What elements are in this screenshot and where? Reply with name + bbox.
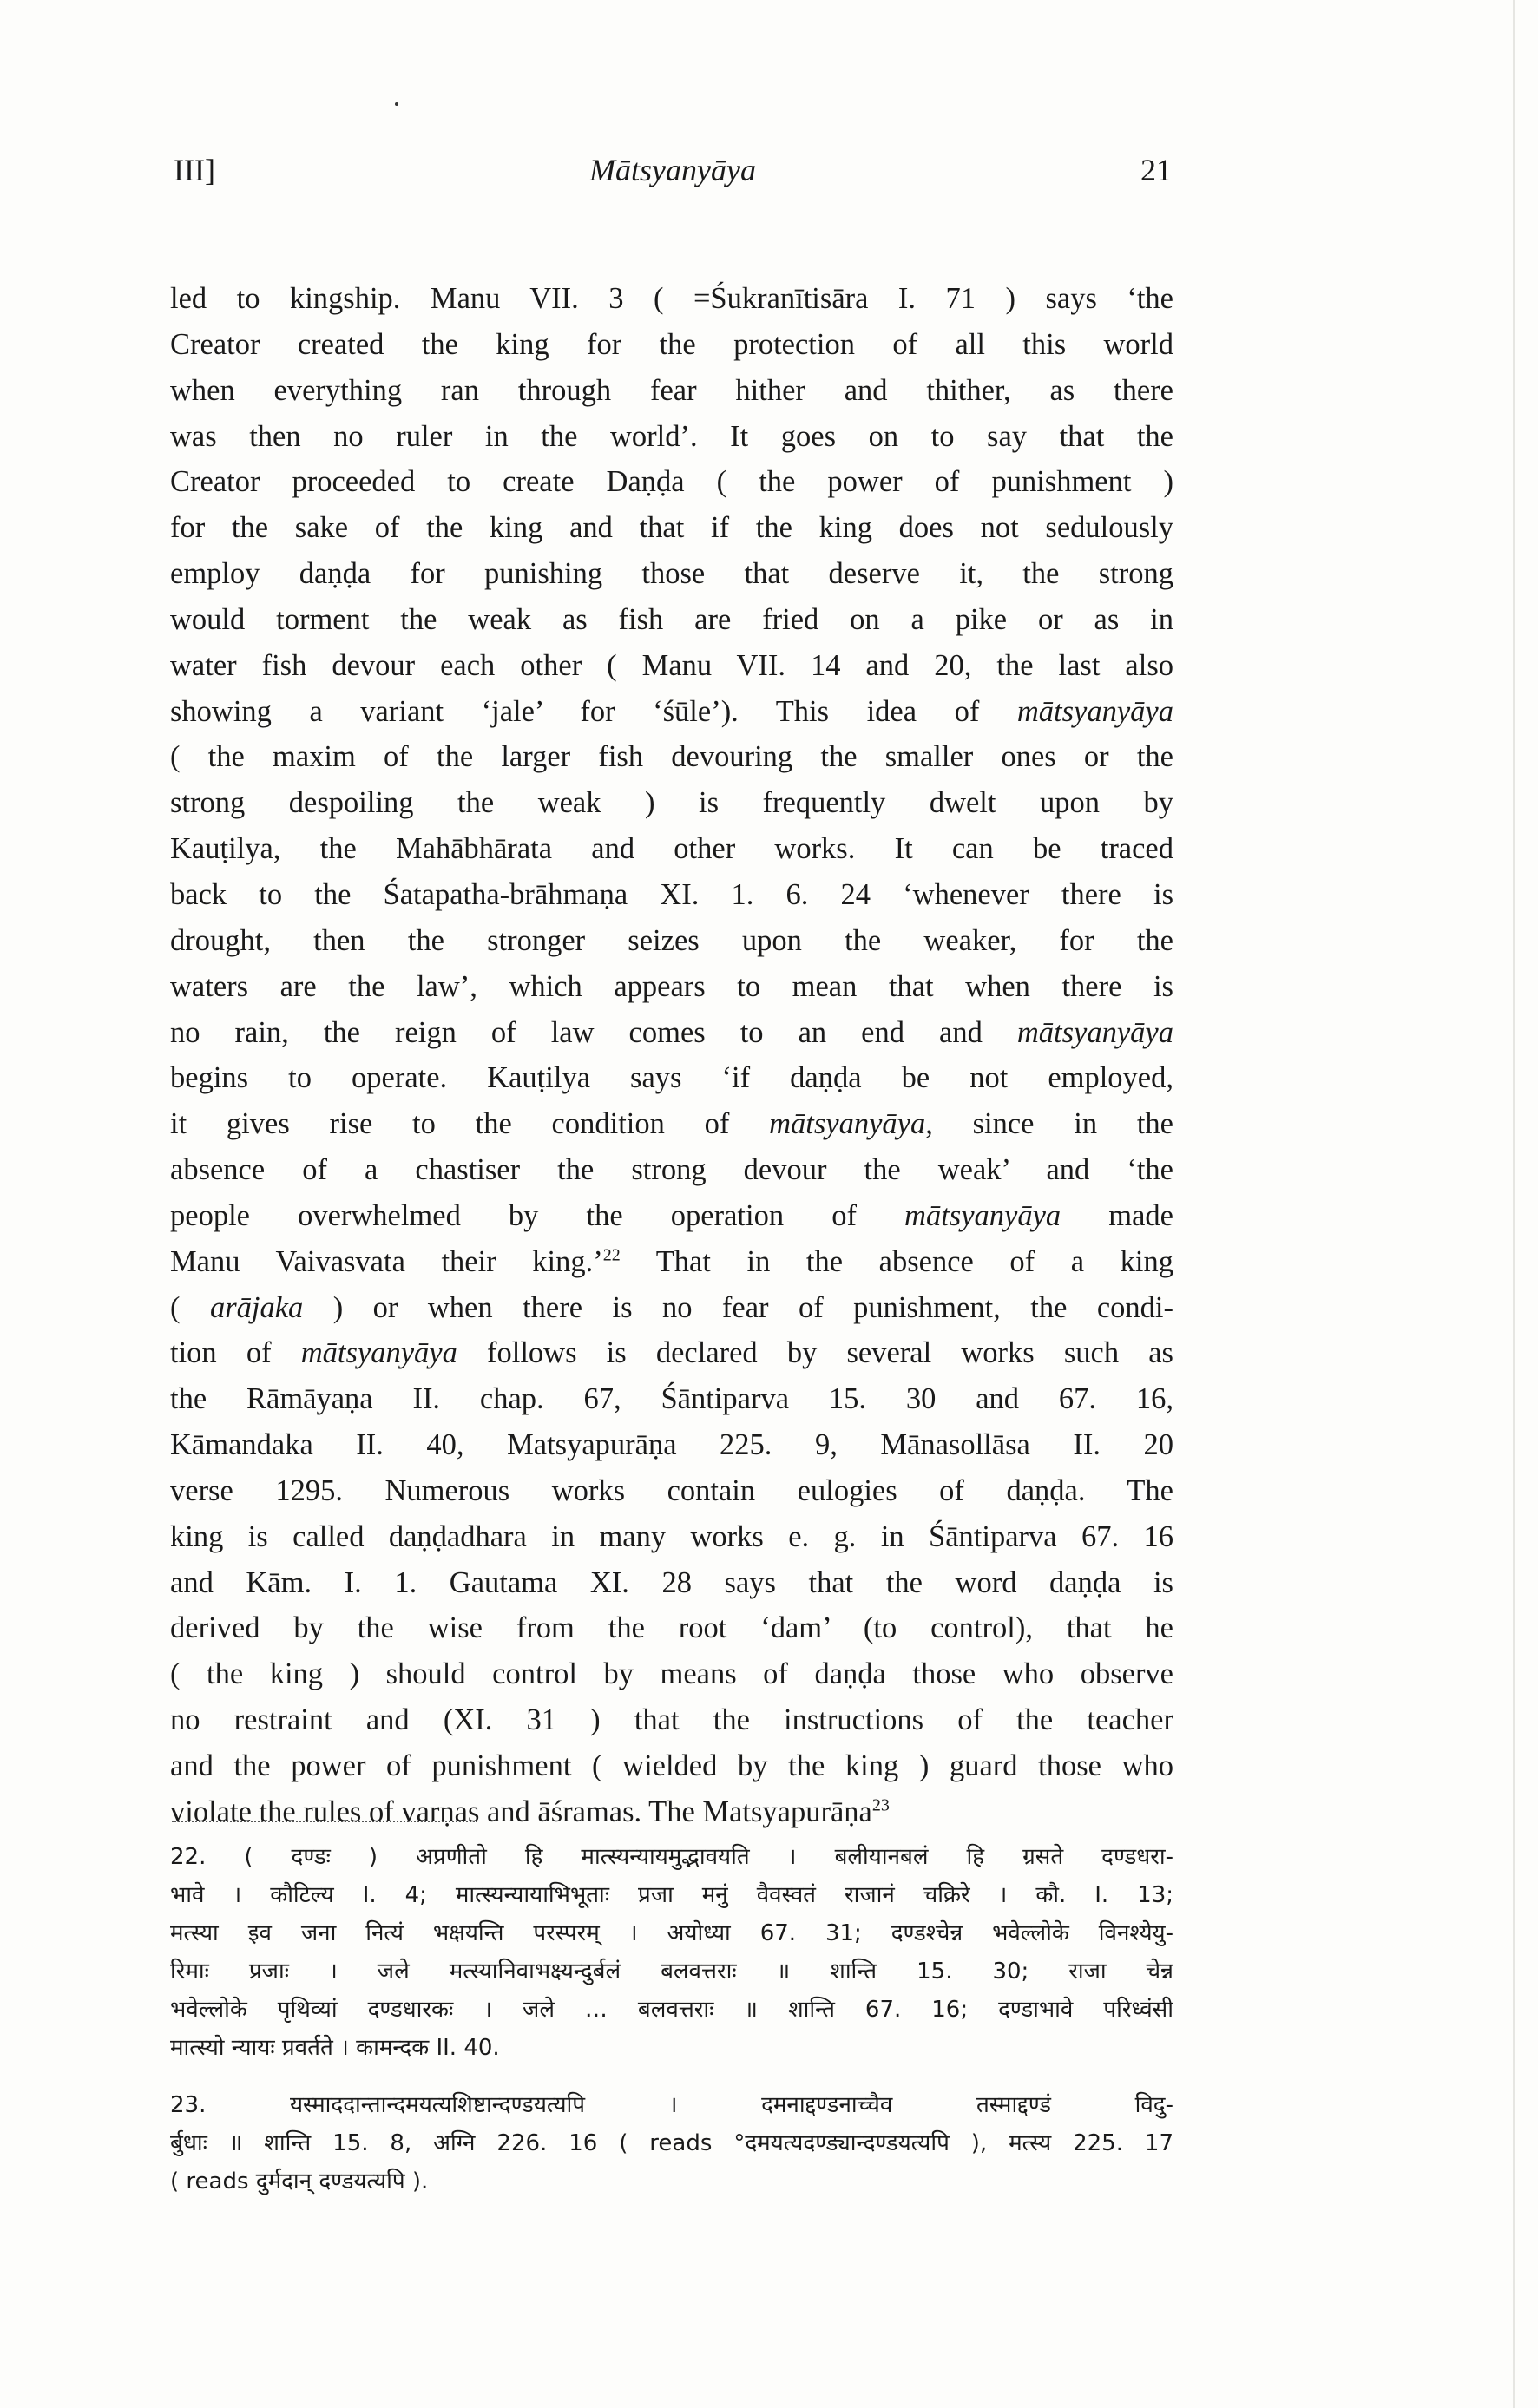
scan-speck bbox=[395, 102, 398, 106]
text-line: tion of mātsyanyāya follows is declared by several works such as bbox=[170, 1336, 1173, 1370]
footnote-rule bbox=[172, 1821, 477, 1824]
text-line: no rain, the reign of law comes to an end and mātsyanyāya bbox=[170, 1015, 1173, 1049]
footnotes bbox=[170, 1838, 1173, 2201]
text-line: Kāmandaka II. 40, Matsyapurāṇa 225. 9, Mānasollāsa II. 20 bbox=[170, 1428, 1173, 1462]
text-line: and the power of punishment ( wielded by the king ) guard those who bbox=[170, 1749, 1173, 1782]
main-text bbox=[170, 276, 1173, 1835]
footnote-line: ( reads दुर्मदान् दण्डयत्यपि ). bbox=[170, 2169, 429, 2195]
text-line: ( arājaka ) or when there is no fear of punishment, the condi- bbox=[170, 1290, 1173, 1324]
text-line: drought, then the stronger seizes upon the weaker, for the bbox=[170, 923, 1173, 957]
text-line: ( the maxim of the larger fish devouring the smaller ones or the bbox=[170, 740, 1173, 774]
page-number: 21 bbox=[1140, 153, 1172, 187]
text-line: water fish devour each other ( Manu VII. 14 and 20, the last also bbox=[170, 648, 1173, 682]
text-line: begins to operate. Kauṭilya says ‘if daṇḍa be not employed, bbox=[170, 1061, 1173, 1095]
text-line: king is called daṇḍadhara in many works e. g. in Śāntiparva 67. 16 bbox=[170, 1519, 1173, 1553]
text-line: led to kingship. Manu VII. 3 ( =Śukranītisāra I. 71 ) says ‘the bbox=[170, 282, 1173, 315]
text-line: the Rāmāyaṇa II. chap. 67, Śāntiparva 15. 30 and 67. 16, bbox=[170, 1382, 1173, 1416]
text-line: back to the Śatapatha-brāhmaṇa XI. 1. 6. 24 ‘whenever there is bbox=[170, 877, 1173, 911]
text-line: showing a variant ‘jale’ for ‘śūle’). This idea of mātsyanyāya bbox=[170, 694, 1173, 728]
text-line: and Kām. I. 1. Gautama XI. 28 says that the word daṇḍa is bbox=[170, 1565, 1173, 1599]
text-line: Creator created the king for the protection of all this world bbox=[170, 327, 1173, 361]
text-line: derived by the wise from the root ‘dam’ (to control), that he bbox=[170, 1611, 1173, 1645]
text-line: when everything ran through fear hither and thither, as there bbox=[170, 373, 1173, 407]
text-line: verse 1295. Numerous works contain eulogies of daṇḍa. The bbox=[170, 1473, 1173, 1507]
footnote-line: 23. यस्माददान्तान्दमयत्यशिष्टान्दण्डयत्यपि । दमनाद्दण्डनाच्चैव तस्माद्दण्डं विदु- bbox=[170, 2092, 1173, 2118]
text-line: strong despoiling the weak ) is frequently dwelt upon by bbox=[170, 786, 1173, 820]
text-line: people overwhelmed by the operation of mātsyanyāya made bbox=[170, 1198, 1173, 1232]
footnote-line: मात्स्यो न्यायः प्रवर्तते । कामन्दक II. 40. bbox=[170, 2035, 500, 2061]
text-line: Creator proceeded to create Daṇḍa ( the power of punishment ) bbox=[170, 465, 1173, 499]
text-line: for the sake of the king and that if the king does not sedulously bbox=[170, 511, 1173, 545]
scan-page-edge bbox=[1513, 0, 1515, 2408]
footnote-line: भावे । कौटिल्य I. 4; मात्स्यन्यायाभिभूताः प्रजा मनुं वैवस्वतं राजानं चक्रिरे । कौ. I. 13; bbox=[170, 1882, 1173, 1908]
footnote-line: भवेल्लोके पृथिव्यां दण्डधारकः । जले … बलवत्तराः ॥ शान्ति 67. 16; दण्डाभावे परिध्वंसी bbox=[170, 1997, 1173, 2023]
text-line: violate the rules of varṇas and āśramas. The Matsyapurāṇa$^{23}$ bbox=[170, 1795, 890, 1828]
text-line: no restraint and (XI. 31 ) that the instructions of the teacher bbox=[170, 1703, 1173, 1737]
running-title: Mātsyanyāya bbox=[589, 153, 756, 187]
footnote-line: मत्स्या इव जना नित्यं भक्षयन्ति परस्परम् । अयोध्या 67. 31; दण्डश्चेन्न भवेल्लोके विनश्येयु- bbox=[170, 1920, 1173, 1946]
text-line: employ daṇḍa for punishing those that deserve it, the strong bbox=[170, 557, 1173, 591]
text-line: Manu Vaivasvata their king.’$^{22}$ That in the absence of a king bbox=[170, 1244, 1173, 1278]
chapter-marker: III] bbox=[174, 153, 215, 187]
footnote-gap bbox=[170, 2067, 1173, 2086]
running-header bbox=[174, 152, 1172, 204]
footnote-line: र्बुधाः ॥ शान्ति 15. 8, अग्नि 226. 16 ( reads °दमयत्यदण्ड्यान्दण्डयत्यपि ), मत्स्य 225. 17 bbox=[170, 2130, 1173, 2156]
text-line: was then no ruler in the world’. It goes on to say that the bbox=[170, 419, 1173, 453]
footnote-line: रिमाः प्रजाः । जले मत्स्यानिवाभक्ष्यन्दुर्बलं बलवत्तराः ॥ शान्ति 15. 30; राजा चेन्न bbox=[170, 1959, 1173, 1985]
text-line: it gives rise to the condition of mātsyanyāya, since in the bbox=[170, 1107, 1173, 1141]
text-line: waters are the law’, which appears to mean that when there is bbox=[170, 969, 1173, 1003]
text-line: ( the king ) should control by means of daṇḍa those who observe bbox=[170, 1657, 1173, 1691]
text-line: would torment the weak as fish are fried on a pike or as in bbox=[170, 602, 1173, 636]
footnote-22 bbox=[170, 1838, 1173, 2067]
footnote-23 bbox=[170, 2086, 1173, 2201]
text-line: Kauṭilya, the Mahābhārata and other works. It can be traced bbox=[170, 832, 1173, 866]
footnote-line: 22. ( दण्डः ) अप्रणीतो हि मात्स्यन्यायमुद्भावयति । बलीयानबलं हि ग्रसते दण्डधरा- bbox=[170, 1844, 1173, 1870]
text-line: absence of a chastiser the strong devour the weak’ and ‘the bbox=[170, 1153, 1173, 1187]
